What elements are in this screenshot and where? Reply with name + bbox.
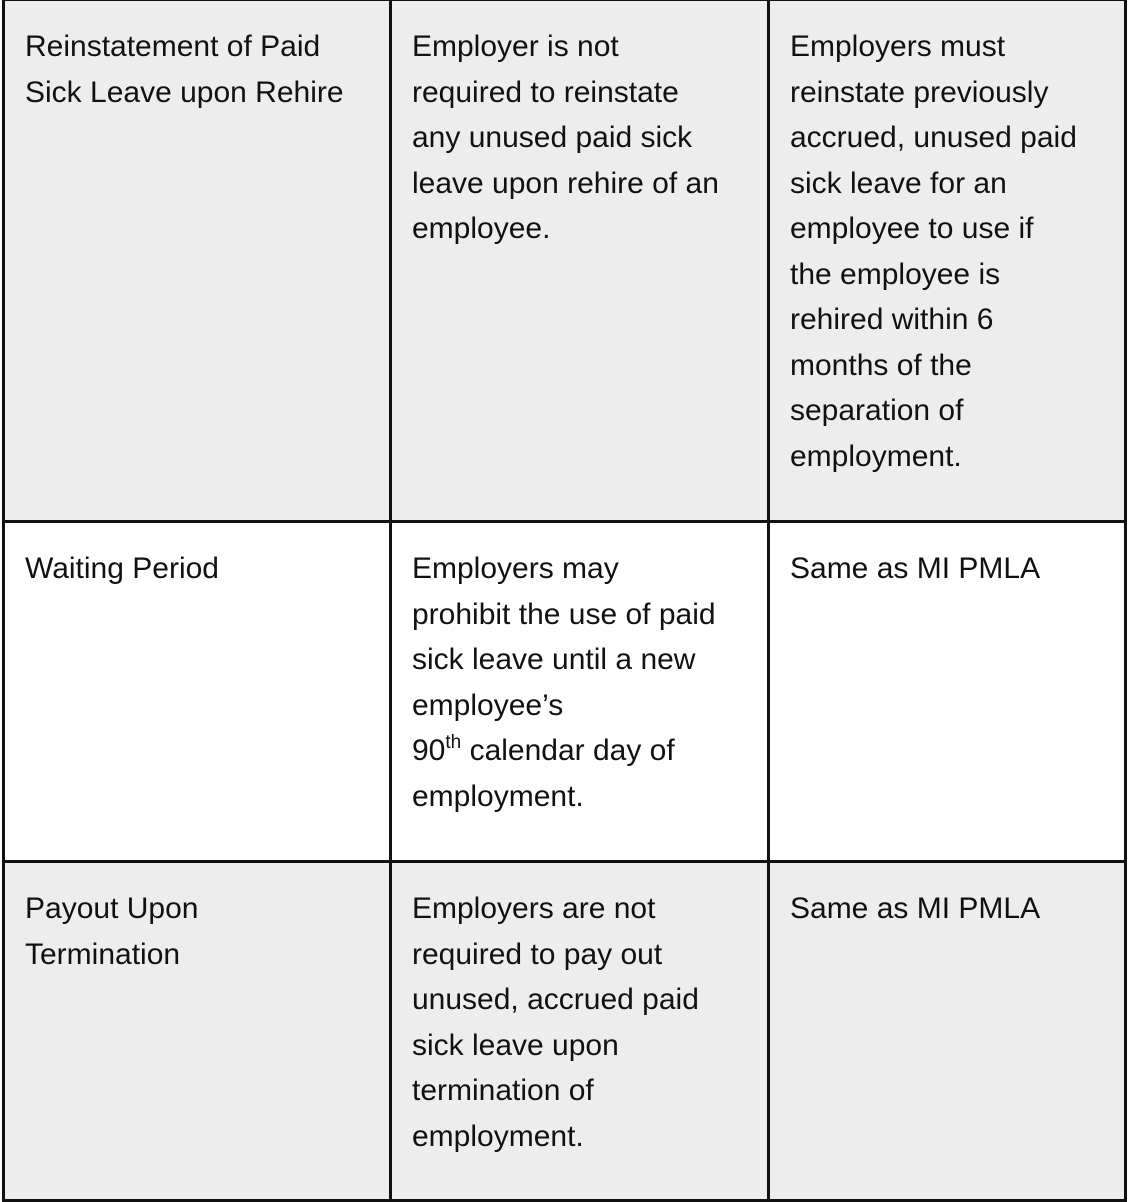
cell-text-line: Employer is not [412, 30, 619, 63]
cell-text-line: Employers must [790, 30, 1006, 63]
ordinal-rest: calendar day of [461, 734, 675, 767]
row-label-cell [4, 522, 391, 862]
row-label-cell [4, 862, 391, 1201]
table-row-payout [4, 862, 1126, 1201]
cell-text-line: Employers may [412, 552, 619, 585]
cell-text-line: reinstate previously [790, 75, 1049, 109]
cell-text-line: employment. [412, 779, 584, 813]
cell-text-line: accrued, unused paid [790, 121, 1077, 154]
row-label-line: Reinstatement of Paid [25, 30, 321, 63]
cell-text-line: sick leave until a new [412, 643, 696, 676]
comparison-cell [769, 522, 1126, 862]
cell-text-line: leave upon rehire of an [412, 166, 719, 200]
cell-text-line: employee. [412, 212, 551, 245]
row-label-cell [4, 1, 391, 522]
cell-text-line: rehired within 6 [790, 303, 994, 336]
row-label-line: Payout Upon [25, 892, 199, 925]
ordinal-number: 90 [412, 734, 446, 767]
row-label-line: Waiting Period [25, 552, 219, 585]
ordinal-suffix: th [445, 732, 462, 753]
cell-text-line: required to pay out [412, 937, 663, 971]
cell-text-line: employment. [790, 439, 962, 473]
cell-text-line: employment. [412, 1119, 584, 1153]
cell-text-line: sick leave upon [412, 1028, 619, 1062]
cell-text-line: sick leave for an [790, 166, 1007, 200]
comparison-cell [769, 862, 1126, 1201]
cell-text-line: Same as MI PMLA [790, 892, 1041, 925]
cell-text-line: employee’s [412, 688, 564, 722]
cell-text-line: employee to use if [790, 212, 1034, 245]
row-label-line: Termination [25, 937, 181, 971]
mi-pmla-cell [391, 862, 769, 1201]
comparison-table [2, 0, 1127, 1202]
cell-text-line: termination of [412, 1074, 594, 1107]
cell-text-line: prohibit the use of paid [412, 597, 716, 631]
ordinal-line [412, 728, 751, 774]
cell-text-line: required to reinstate [412, 75, 679, 109]
cell-text-line: months of the [790, 348, 972, 382]
comparison-cell [769, 1, 1126, 522]
table-row-waiting-period [4, 522, 1126, 862]
row-label-line: Sick Leave upon Rehire [25, 75, 344, 109]
cell-text-line: the employee is [790, 257, 1001, 291]
cell-text-line: any unused paid sick [412, 121, 693, 154]
cell-text-line: unused, accrued paid [412, 983, 699, 1016]
mi-pmla-cell [391, 522, 769, 862]
mi-pmla-cell [391, 1, 769, 522]
cell-text-line: Employers are not [412, 892, 656, 925]
cell-text-line: separation of [790, 394, 964, 427]
table-row-reinstatement [4, 1, 1126, 522]
cell-text-line: Same as MI PMLA [790, 552, 1041, 585]
